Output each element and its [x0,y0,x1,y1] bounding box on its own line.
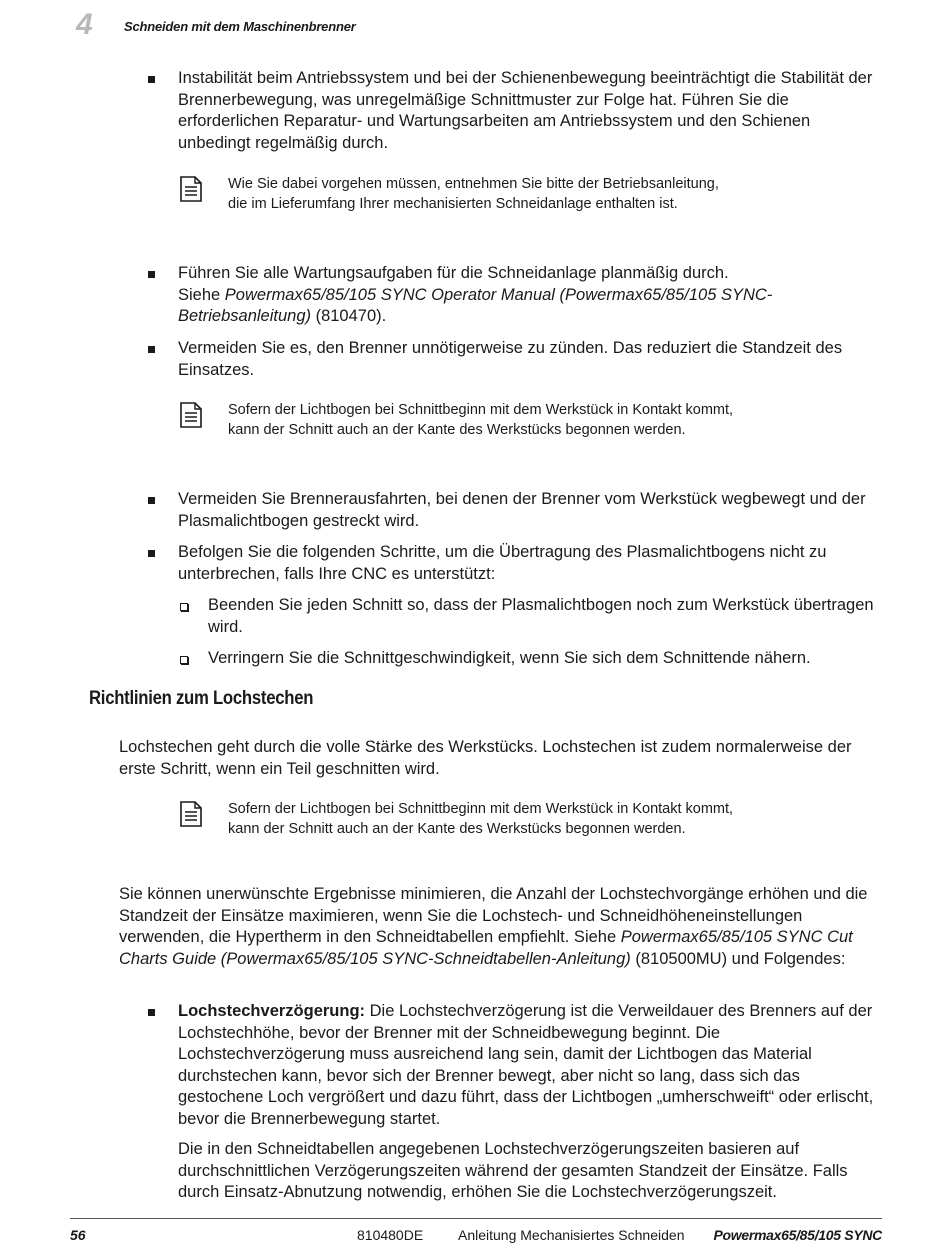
list-item-text [178,263,883,328]
paragraph: Lochstechen geht durch die volle Stärke des Werkstücks. Lochstechen ist zudem normalerweise der erste Schritt, wenn ein Teil geschnitten wird. [119,738,852,778]
list-item [148,263,883,328]
note [180,799,740,839]
bullet-square-icon [148,550,155,557]
section-heading: Richtlinien zum Lochstechen [89,688,314,709]
page-number: 56 [70,1227,86,1243]
note-text: Wie Sie dabei vorgehen müssen, entnehmen Sie bitte der Betriebsanleitung, die im Lieferumfang Ihrer mechanisierten Schneidanlage enthalten ist. [228,176,719,212]
paragraph-text: Sie können unerwünschte Ergebnisse minimieren, die Anzahl der Lochstechvorgänge erhöhen und die Standzeit der Einsätze maximieren, wenn Sie die Lochstech- und Schneidhöheneinstellungen verwenden, die Hypertherm in den Schneidtabellen empfiehlt. Siehe [119,885,868,946]
document-number: 810480DE [357,1227,424,1243]
note-text: Sofern der Lichtbogen bei Schnittbeginn mit dem Werkstück in Kontakt kommt, kann der Schnitt auch an der Kante des Werkstücks begonnen werden. [228,402,734,438]
list-item-paragraph: Die in den Schneidtabellen angegebenen Lochstechverzögerungszeiten basieren auf durchschnittlichen Verzögerungszeiten während der gesamten Standzeit der Einsätze. Falls durch Einsatz-Abnutzung notwendig, erhöhen Sie die Lochstechverzögerungszeit. [178,1140,848,1201]
reference-number: (810470). [311,307,387,325]
reference-prefix: Siehe [178,285,225,304]
checkbox-bullet-icon [180,656,188,664]
bullet-square-icon [148,346,155,353]
manual-reference: Powermax65/85/105 SYNC Cut Charts Guide (Powermax65/85/105 SYNC-Schneidtabellen-Anleitung) [119,928,853,968]
list-item-line: Führen Sie alle Wartungsaufgaben für die Schneidanlage planmäßig durch. [178,264,729,282]
list-item-text: Instabilität beim Antriebssystem und bei der Schienenbewegung beeinträchtigt die Stabilität der Brennerbewegung, was unregelmäßige Schnittmuster zur Folge hat. Führen Sie die erforderlichen Reparatur- und Wartungsarbeiten am Antriebssystem und den Schienen unbedingt regelmäßig durch. [178,69,873,152]
term-description: Die Lochstechverzögerung ist die Verweildauer des Brenners auf der Lochstechhöhe, bevor der Brenner mit der Schneidbewegung beginnt. Die Lochstechverzögerung muss ausreichend lang sein, damit der Lichtbogen das Material durchstechen kann, bevor sich der Brenner bewegt, aber nicht so lang, dass sich das gestochene Loch vergrößert und dazu führt, dass der Lichtbogen „umherschweift“ oder erlischt, bevor die Brennerbewegung startet. [178,1002,874,1128]
chapter-number: 4 [76,8,93,41]
list-item-text: Vermeiden Sie es, den Brenner unnötigerweise zu zünden. Das reduziert die Standzeit des Einsatzes. [178,339,843,379]
list-item [148,338,883,381]
paragraph [119,884,889,970]
note-text: Sofern der Lichtbogen bei Schnittbeginn mit dem Werkstück in Kontakt kommt, kann der Schnitt auch an der Kante des Werkstücks begonnen werden. [228,801,734,837]
list-item-text: Vermeiden Sie Brennerausfahrten, bei denen der Brenner vom Werkstück wegbewegt und der Plasmalichtbogen gestreckt wird. [178,490,866,530]
footer-divider [70,1218,882,1219]
list-item [148,489,883,532]
bullet-square-icon [148,271,155,278]
document-title: Anleitung Mechanisiertes Schneiden [458,1227,685,1243]
chapter-title: Schneiden mit dem Maschinenbrenner [124,19,356,34]
term-label: Lochstechverzögerung: [178,1002,366,1020]
sub-list-item [180,648,880,670]
manual-reference: Powermax65/85/105 SYNC Operator Manual (Powermax65/85/105 SYNC-Betriebsanleitung) [178,285,773,325]
list-item [148,1001,883,1204]
bullet-square-icon [148,497,155,504]
note [180,174,740,214]
paragraph-text-end: (810500MU) und Folgendes: [630,949,846,968]
sub-list-item-text: Beenden Sie jeden Schnitt so, dass der Plasmalichtbogen noch zum Werkstück übertragen wird. [208,596,874,636]
list-item-text: Befolgen Sie die folgenden Schritte, um die Übertragung des Plasmalichtbogens nicht zu unterbrechen, falls Ihre CNC es unterstützt: [178,543,827,583]
note-icon [180,402,202,428]
checkbox-bullet-icon [180,603,188,611]
sub-list-item-text: Verringern Sie die Schnittgeschwindigkeit, wenn Sie sich dem Schnittende nähern. [208,649,811,667]
list-item-text [178,1001,883,1204]
note-icon [180,176,202,202]
bullet-square-icon [148,1009,155,1016]
note [180,400,740,440]
note-icon [180,801,202,827]
list-item [148,68,883,154]
sub-list-item [180,595,880,638]
product-name: Powermax65/85/105 SYNC [713,1227,882,1243]
bullet-square-icon [148,76,155,83]
list-item [148,542,883,585]
